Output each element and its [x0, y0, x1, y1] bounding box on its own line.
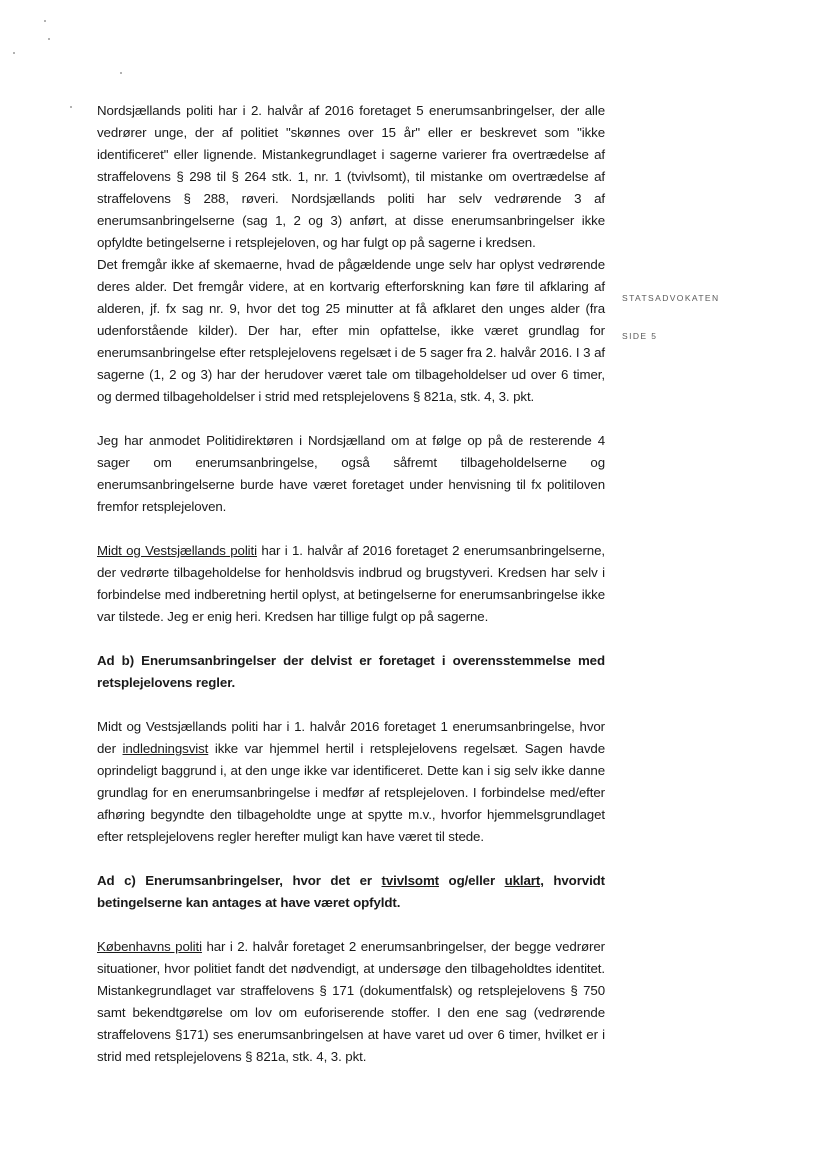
scan-speck [120, 72, 122, 74]
document-body [97, 100, 605, 1068]
section-c-heading [97, 870, 605, 914]
sidebar-org-label: STATSADVOKATEN [622, 293, 720, 303]
heading-text: hvorvidt betingelserne kan antages at have været opfyldt. [97, 873, 606, 910]
heading-text: Ad c) Enerumsanbringelser, hvor det er [97, 873, 382, 888]
underlined-term: uklart, [504, 873, 544, 888]
paragraph-nordsjaelland-intro: Nordsjællands politi har i 2. halvår af 2016 foretaget 5 enerumsanbringelser, der alle vedrører unge, der af politiet "skønnes over 15 år" eller er beskrevet som "ikke identificeret" eller lignende. Mistankegrundlaget i sagerne varierer fra overtrædelse af straffelovens § 298 til § 264 stk. 1, nr. 1 (tvivlsomt), til mistanke om overtrædelse af straffelovens § 288, røveri. Nordsjællands politi har selv vedrørende 3 af enerumsanbringelserne (sag 1, 2 og 3) anført, at disse enerumsanbringelser ikke opfyldte betingelserne i retsplejeloven, og har fulgt op på sagerne i kredsen. [97, 103, 605, 250]
scan-speck [44, 20, 46, 22]
paragraph-followup-request: Jeg har anmodet Politidirektøren i Nordsjælland om at følge op på de resterende 4 sager om enerumsanbringelse, også såfremt tilbageholdelserne og enerumsanbringelserne burde have været foretaget under henvisning til fx politiloven fremfor retsplejeloven. [97, 433, 605, 514]
paragraph-midt-vest [97, 540, 605, 628]
page-number-label: SIDE 5 [622, 331, 658, 341]
police-district-name: Midt og Vestsjællands politi [97, 543, 257, 558]
underlined-term: tvivlsomt [381, 873, 439, 888]
police-district-name: Københavns politi [97, 939, 202, 954]
paragraph-nordsjaelland-assessment: Det fremgår ikke af skemaerne, hvad de pågældende unge selv har oplyst vedrørende deres alder. Det fremgår videre, at en kortvarig efterforskning kan føre til afklaring af alderen, jf. fx sag nr. 9, hvor det tog 25 minutter at få afklaret den unges alder (fra udenforstående kilder). Der har, efter min opfattelse, ikke været grundlag for enerumsanbringelse efter retsplejelovens regelsæt i de 5 sager fra 2. halvår 2016. I 3 af sagerne (1, 2 og 3) har der herudover været tale om tilbageholdelser ud over 6 timer, og dermed tilbageholdelser i strid med retsplejelovens § 821a, stk. 4, 3. pkt. [97, 257, 605, 404]
section-b-heading: Ad b) Enerumsanbringelser der delvist er foretaget i overensstemmelse med retsplejelovens regler. [97, 653, 605, 690]
underlined-term: indledningsvist [122, 741, 209, 756]
paragraph-kobenhavn [97, 936, 605, 1068]
scan-speck [13, 52, 15, 54]
scan-speck [48, 38, 50, 40]
heading-text: og/eller [439, 873, 505, 888]
paragraph-text: ikke var hjemmel hertil i retsplejelovens regelsæt. Sagen havde oprindeligt baggrund i, at den unge ikke var identificeret. Dette kan i sig selv ikke danne grundlag for en enerumsanbringelse i medfør af retsplejeloven. I forbindelse med/efter afhøring begyndte den tilbageholdte unge at spytte m.v., hvorfor hjemmelsgrundlaget efter retsplejelovens regler herefter muligt kan have været til stede. [97, 741, 605, 844]
paragraph-text: har i 1. halvår af 2016 foretaget 2 enerumsanbringelserne, der vedrørte tilbageholdelse for henholdsvis indbrud og brugstyveri. Kredsen har selv i forbindelse med indberetning hertil oplyst, at betingelserne for enerumsanbringelse ikke var tilstede. Jeg er enig heri. Kredsen har tillige fulgt op på sagerne. [97, 543, 605, 624]
paragraph-section-b [97, 716, 605, 848]
paragraph-text: Midt og Vestsjællands politi har i 1. halvår 2016 foretaget 1 enerumsanbringelse, hvor der [97, 719, 605, 756]
scan-speck [70, 106, 72, 108]
paragraph-text: har i 2. halvår foretaget 2 enerumsanbringelser, der begge vedrører situationer, hvor politiet fandt det nødvendigt, at undersøge den tilbageholdtes identitet. Mistankegrundlaget var straffelovens § 171 (dokumentfalsk) og retsplejelovens § 750 samt bekendtgørelse om lov om euforiserende stoffer. I den ene sag (vedrørende straffelovens §171) ses enerumsanbringelsen at have varet ud over 6 timer, hvilket er i strid med retsplejelovens § 821a, stk. 4, 3. pkt. [97, 939, 605, 1064]
